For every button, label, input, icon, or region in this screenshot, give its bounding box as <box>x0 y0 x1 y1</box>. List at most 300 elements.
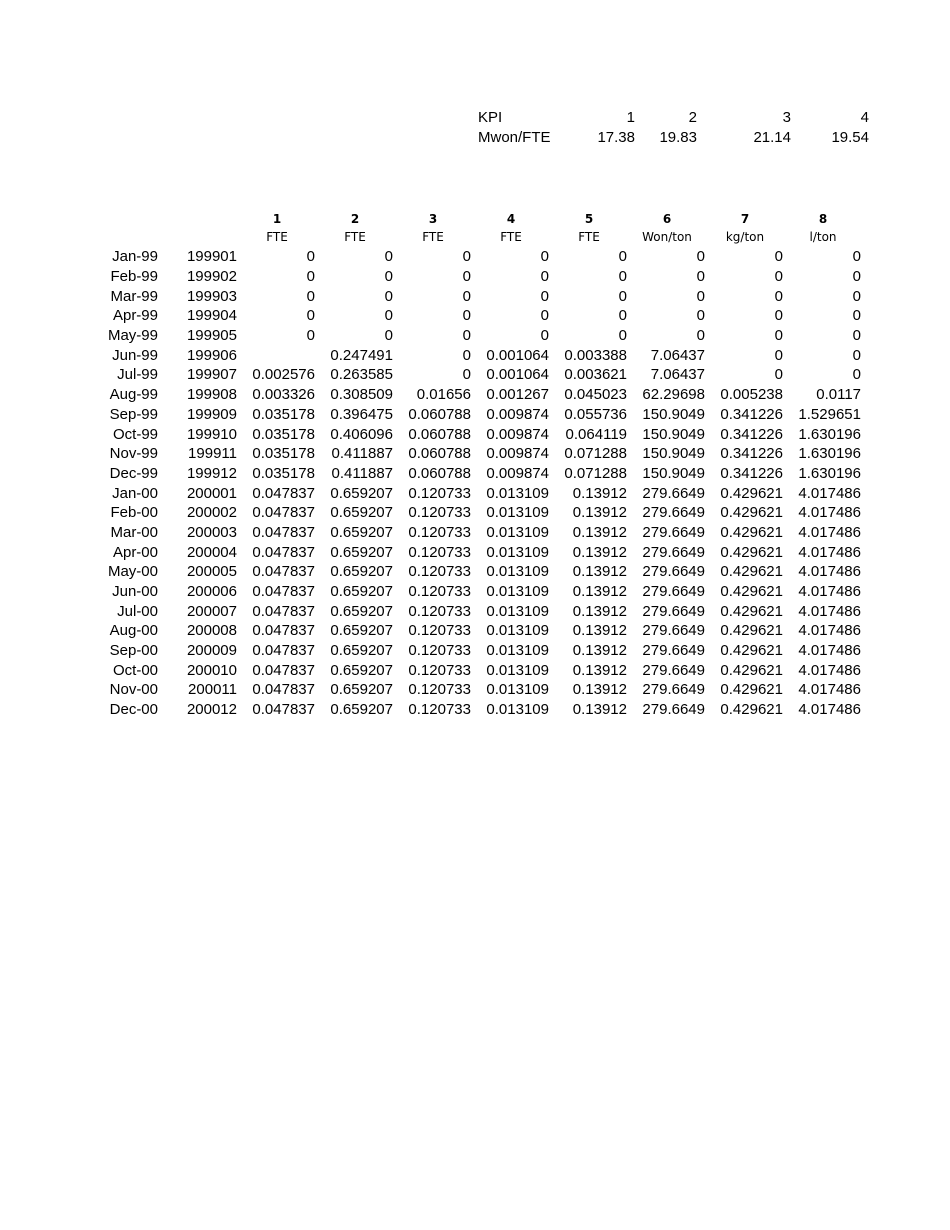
value-cell: 4.017486 <box>798 642 861 660</box>
month-cell: Sep-00 <box>109 642 158 660</box>
value-cell: 0.055736 <box>564 405 627 423</box>
month-cell: Apr-99 <box>112 307 158 325</box>
value-cell: 0.003326 <box>252 386 315 404</box>
value-cell: 0.013109 <box>486 583 549 601</box>
value-cell: 0.308509 <box>330 386 393 404</box>
month-cell: Dec-00 <box>109 701 158 719</box>
value-cell: 0 <box>306 327 315 345</box>
value-cell: 0.13912 <box>572 681 627 699</box>
value-cell: 0 <box>462 366 471 384</box>
table-row <box>95 621 863 641</box>
value-cell: 0.009874 <box>486 425 549 443</box>
value-cell: 0 <box>306 268 315 286</box>
period-cell: 200008 <box>186 622 237 640</box>
value-cell: 0.120733 <box>408 661 471 679</box>
value-cell: 1.630196 <box>798 464 861 482</box>
value-cell: 0.120733 <box>408 681 471 699</box>
month-cell: Mar-00 <box>110 523 158 541</box>
header-spacer <box>160 207 239 228</box>
period-cell: 199911 <box>188 445 237 463</box>
table-row <box>95 286 863 306</box>
table-row <box>95 345 863 365</box>
value-cell: 0 <box>774 287 783 305</box>
value-cell: 0 <box>462 287 471 305</box>
value-cell: 4.017486 <box>798 701 861 719</box>
table-row <box>95 503 863 523</box>
value-cell: 0.659207 <box>330 504 393 522</box>
month-cell: Sep-99 <box>109 405 158 423</box>
value-cell: 0.659207 <box>330 523 393 541</box>
value-cell: 0.13912 <box>572 622 627 640</box>
month-cell: Dec-99 <box>109 464 158 482</box>
value-cell: 0.047837 <box>252 681 315 699</box>
value-cell: 0.009874 <box>486 445 549 463</box>
value-cell: 0.001064 <box>486 346 549 364</box>
value-cell: 0.13912 <box>572 602 627 620</box>
value-cell: 279.6649 <box>642 523 705 541</box>
value-cell: 0.659207 <box>330 661 393 679</box>
value-cell: 0.429621 <box>720 681 783 699</box>
period-cell: 200006 <box>186 583 237 601</box>
month-cell: May-99 <box>107 327 158 345</box>
kpi-number: 3 <box>782 109 791 126</box>
value-cell: 0 <box>696 268 705 286</box>
kpi-metric-label: Mwon/FTE <box>478 129 551 146</box>
value-cell: 0 <box>462 327 471 345</box>
value-cell: 0.013109 <box>486 563 549 581</box>
value-cell: 0 <box>852 346 861 364</box>
period-cell: 200001 <box>186 484 237 502</box>
value-cell: 0 <box>462 346 471 364</box>
table-row <box>95 385 863 405</box>
value-cell: 0.064119 <box>565 425 627 443</box>
month-cell: Nov-99 <box>109 445 158 463</box>
value-cell: 0.013109 <box>486 681 549 699</box>
kpi-number: 2 <box>688 109 697 126</box>
value-cell: 0 <box>774 346 783 364</box>
value-cell: 0.659207 <box>330 642 393 660</box>
period-cell: 199912 <box>186 464 237 482</box>
value-cell: 0.659207 <box>330 701 393 719</box>
value-cell: 279.6649 <box>642 504 705 522</box>
value-cell: 0.001267 <box>486 386 549 404</box>
period-cell: 200003 <box>186 523 237 541</box>
month-cell: Jan-00 <box>112 484 158 502</box>
value-cell: 279.6649 <box>642 602 705 620</box>
value-cell: 0.013109 <box>486 484 549 502</box>
value-cell: 0.047837 <box>252 484 315 502</box>
value-cell: 1.630196 <box>798 445 861 463</box>
period-cell: 199908 <box>186 386 237 404</box>
value-cell: 0 <box>306 287 315 305</box>
value-cell: 0.047837 <box>252 602 315 620</box>
table-row <box>95 365 863 385</box>
value-cell: 0.035178 <box>252 405 315 423</box>
value-cell: 150.9049 <box>642 425 705 443</box>
value-cell: 0.047837 <box>252 543 315 561</box>
value-cell: 279.6649 <box>642 622 705 640</box>
value-cell: 0.013109 <box>486 642 549 660</box>
value-cell: 0.013109 <box>486 602 549 620</box>
value-cell: 0 <box>384 268 393 286</box>
value-cell: 0.411887 <box>331 464 393 482</box>
kpi-number-row <box>470 108 869 128</box>
value-cell: 279.6649 <box>642 583 705 601</box>
value-cell: 0.120733 <box>408 602 471 620</box>
value-cell: 0 <box>540 248 549 266</box>
value-cell: 0 <box>852 287 861 305</box>
value-cell: 0.659207 <box>330 543 393 561</box>
column-number: 4 <box>506 212 516 226</box>
period-cell: 199902 <box>186 268 237 286</box>
value-cell: 0.429621 <box>720 602 783 620</box>
column-number: 5 <box>584 212 594 226</box>
value-cell: 0.429621 <box>720 583 783 601</box>
value-cell: 0.120733 <box>408 642 471 660</box>
value-cell: 0 <box>306 307 315 325</box>
value-cell: 0.263585 <box>330 366 393 384</box>
value-cell: 0 <box>852 307 861 325</box>
value-cell: 0 <box>384 287 393 305</box>
value-cell: 0.13912 <box>572 543 627 561</box>
column-unit: FTE <box>422 230 444 244</box>
period-cell: 200009 <box>186 642 237 660</box>
value-cell: 0.659207 <box>330 681 393 699</box>
column-number: 7 <box>740 212 750 226</box>
table-row <box>95 700 863 720</box>
column-number: 6 <box>662 212 672 226</box>
value-cell: 0 <box>618 287 627 305</box>
period-cell: 199904 <box>186 307 237 325</box>
kpi-value: 17.38 <box>597 129 635 146</box>
value-cell: 0 <box>774 248 783 266</box>
value-cell: 0.013109 <box>486 701 549 719</box>
month-cell: Apr-00 <box>112 543 158 561</box>
kpi-value: 19.83 <box>659 129 697 146</box>
value-cell: 0.659207 <box>330 563 393 581</box>
table-row <box>95 444 863 464</box>
value-cell: 4.017486 <box>798 602 861 620</box>
value-cell: 279.6649 <box>642 563 705 581</box>
value-cell: 62.29698 <box>642 386 705 404</box>
table-row <box>95 562 863 582</box>
table-row <box>95 483 863 503</box>
value-cell: 4.017486 <box>798 583 861 601</box>
monthly-data-table <box>95 207 863 720</box>
value-cell: 0 <box>618 307 627 325</box>
value-cell: 279.6649 <box>642 701 705 719</box>
table-row <box>95 405 863 425</box>
month-cell: May-00 <box>107 563 158 581</box>
value-cell: 0.047837 <box>252 583 315 601</box>
value-cell: 0.429621 <box>720 563 783 581</box>
value-cell: 0.060788 <box>408 405 471 423</box>
kpi-value-row <box>470 128 869 148</box>
column-number: 1 <box>272 212 282 226</box>
value-cell: 0.047837 <box>252 523 315 541</box>
period-cell: 200010 <box>186 661 237 679</box>
value-cell: 0.003388 <box>564 346 627 364</box>
value-cell: 0 <box>852 327 861 345</box>
period-cell: 199901 <box>186 248 237 266</box>
value-cell: 0.009874 <box>486 405 549 423</box>
period-cell: 199903 <box>186 287 237 305</box>
table-row <box>95 267 863 287</box>
column-unit: FTE <box>266 230 288 244</box>
period-cell: 199906 <box>186 346 237 364</box>
value-cell: 0 <box>540 268 549 286</box>
value-cell: 4.017486 <box>798 543 861 561</box>
value-cell: 279.6649 <box>642 661 705 679</box>
value-cell: 0.429621 <box>720 661 783 679</box>
table-row <box>95 680 863 700</box>
value-cell: 0.13912 <box>572 563 627 581</box>
month-cell: Jul-00 <box>117 602 158 620</box>
value-cell <box>239 345 317 365</box>
value-cell: 0 <box>618 248 627 266</box>
value-cell: 4.017486 <box>798 523 861 541</box>
unit-spacer <box>95 228 160 247</box>
value-cell: 0.071288 <box>564 464 627 482</box>
value-cell: 0.13912 <box>572 523 627 541</box>
column-unit: FTE <box>500 230 522 244</box>
value-cell: 1.630196 <box>798 425 861 443</box>
month-cell: Jun-99 <box>112 346 158 364</box>
period-cell: 199910 <box>186 425 237 443</box>
value-cell: 279.6649 <box>642 681 705 699</box>
table-row <box>95 424 863 444</box>
value-cell: 4.017486 <box>798 504 861 522</box>
value-cell: 150.9049 <box>642 464 705 482</box>
value-cell: 0 <box>462 248 471 266</box>
table-row <box>95 247 863 267</box>
table-row <box>95 582 863 602</box>
unit-spacer <box>160 228 239 247</box>
value-cell: 0 <box>306 248 315 266</box>
value-cell: 279.6649 <box>642 484 705 502</box>
kpi-value: 21.14 <box>753 129 791 146</box>
value-cell: 0.341226 <box>720 405 783 423</box>
value-cell: 0.045023 <box>564 386 627 404</box>
value-cell: 150.9049 <box>642 445 705 463</box>
period-cell: 200004 <box>186 543 237 561</box>
period-cell: 200011 <box>188 681 237 699</box>
column-unit-row <box>95 228 863 247</box>
value-cell: 0.659207 <box>330 583 393 601</box>
value-cell: 0.13912 <box>572 661 627 679</box>
value-cell: 0.013109 <box>486 622 549 640</box>
value-cell: 0.120733 <box>408 563 471 581</box>
month-cell: Mar-99 <box>110 287 158 305</box>
value-cell: 4.017486 <box>798 661 861 679</box>
value-cell: 0.120733 <box>408 504 471 522</box>
value-cell: 0.429621 <box>720 543 783 561</box>
value-cell: 0.001064 <box>486 366 549 384</box>
period-cell: 200005 <box>186 563 237 581</box>
table-row <box>95 601 863 621</box>
value-cell: 0.035178 <box>252 464 315 482</box>
month-cell: Oct-00 <box>112 661 158 679</box>
value-cell: 0.047837 <box>252 563 315 581</box>
value-cell: 0 <box>774 366 783 384</box>
value-cell: 0.047837 <box>252 642 315 660</box>
value-cell: 0 <box>852 366 861 384</box>
value-cell: 0.341226 <box>720 425 783 443</box>
column-unit: FTE <box>578 230 600 244</box>
month-cell: Oct-99 <box>112 425 158 443</box>
value-cell: 0 <box>696 307 705 325</box>
value-cell: 0 <box>852 248 861 266</box>
value-cell: 0.429621 <box>720 484 783 502</box>
month-cell: Aug-99 <box>109 386 158 404</box>
value-cell: 0 <box>462 307 471 325</box>
value-cell: 0.120733 <box>408 543 471 561</box>
kpi-number: 1 <box>626 109 635 126</box>
month-cell: Aug-00 <box>109 622 158 640</box>
value-cell: 0.120733 <box>408 583 471 601</box>
period-cell: 199905 <box>186 327 237 345</box>
value-cell: 0.013109 <box>486 661 549 679</box>
value-cell: 0.047837 <box>252 504 315 522</box>
value-cell: 0.429621 <box>720 523 783 541</box>
value-cell: 0.013109 <box>486 543 549 561</box>
value-cell: 0.047837 <box>252 661 315 679</box>
value-cell: 0 <box>774 268 783 286</box>
value-cell: 0.341226 <box>720 464 783 482</box>
table-row <box>95 326 863 346</box>
value-cell: 0.659207 <box>330 602 393 620</box>
value-cell: 0.060788 <box>408 445 471 463</box>
month-cell: Jun-00 <box>112 583 158 601</box>
month-cell: Jan-99 <box>112 248 158 266</box>
table-row <box>95 641 863 661</box>
column-number: 8 <box>818 212 828 226</box>
value-cell: 0.047837 <box>252 622 315 640</box>
column-number: 3 <box>428 212 438 226</box>
value-cell: 0.13912 <box>572 701 627 719</box>
value-cell: 0.120733 <box>408 523 471 541</box>
value-cell: 4.017486 <box>798 622 861 640</box>
value-cell: 279.6649 <box>642 543 705 561</box>
value-cell: 4.017486 <box>798 484 861 502</box>
value-cell: 279.6649 <box>642 642 705 660</box>
value-cell: 0.01656 <box>416 386 471 404</box>
value-cell: 0.071288 <box>564 445 627 463</box>
value-cell: 0 <box>462 268 471 286</box>
value-cell: 0.659207 <box>330 622 393 640</box>
value-cell: 0 <box>540 307 549 325</box>
table-row <box>95 660 863 680</box>
value-cell: 0.659207 <box>330 484 393 502</box>
value-cell: 7.06437 <box>650 366 705 384</box>
value-cell: 0.13912 <box>572 583 627 601</box>
value-cell: 0.406096 <box>330 425 393 443</box>
column-unit: kg/ton <box>725 230 765 244</box>
value-cell: 0.411887 <box>331 445 393 463</box>
value-cell: 0 <box>384 307 393 325</box>
value-cell: 0 <box>384 248 393 266</box>
value-cell: 0.013109 <box>486 504 549 522</box>
value-cell: 0.003621 <box>564 366 627 384</box>
period-cell: 200007 <box>186 602 237 620</box>
table-row <box>95 464 863 484</box>
table-row <box>95 523 863 543</box>
kpi-summary-table <box>470 108 869 148</box>
value-cell: 0.396475 <box>330 405 393 423</box>
value-cell: 0 <box>618 327 627 345</box>
value-cell: 0.120733 <box>408 701 471 719</box>
value-cell: 0.120733 <box>408 484 471 502</box>
value-cell: 0 <box>774 307 783 325</box>
value-cell: 0.060788 <box>408 425 471 443</box>
value-cell: 0 <box>540 327 549 345</box>
header-spacer <box>95 207 160 228</box>
column-number: 2 <box>350 212 360 226</box>
value-cell: 0.013109 <box>486 523 549 541</box>
value-cell: 0.002576 <box>252 366 315 384</box>
value-cell: 0.005238 <box>720 386 783 404</box>
value-cell: 0.047837 <box>252 701 315 719</box>
value-cell: 0.429621 <box>720 504 783 522</box>
column-number-row <box>95 207 863 228</box>
period-cell: 200002 <box>186 504 237 522</box>
value-cell: 0.035178 <box>252 445 315 463</box>
value-cell: 4.017486 <box>798 681 861 699</box>
month-cell: Nov-00 <box>109 681 158 699</box>
kpi-value: 19.54 <box>831 129 869 146</box>
value-cell: 1.529651 <box>798 405 861 423</box>
kpi-label: KPI <box>478 109 503 126</box>
value-cell: 0.429621 <box>720 642 783 660</box>
value-cell: 0.009874 <box>486 464 549 482</box>
table-row <box>95 306 863 326</box>
month-cell: Feb-00 <box>110 504 158 522</box>
value-cell: 0 <box>618 268 627 286</box>
column-unit: FTE <box>344 230 366 244</box>
value-cell: 0.13912 <box>572 504 627 522</box>
value-cell: 150.9049 <box>642 405 705 423</box>
monthly-data-body <box>95 207 863 720</box>
period-cell: 199909 <box>186 405 237 423</box>
month-cell: Feb-99 <box>110 268 158 286</box>
value-cell: 0 <box>540 287 549 305</box>
value-cell: 0.13912 <box>572 642 627 660</box>
value-cell: 0.429621 <box>720 701 783 719</box>
value-cell: 0 <box>696 287 705 305</box>
value-cell: 0.429621 <box>720 622 783 640</box>
value-cell: 4.017486 <box>798 563 861 581</box>
column-unit: Won/ton <box>642 230 692 244</box>
value-cell: 0 <box>384 327 393 345</box>
value-cell: 0 <box>696 248 705 266</box>
period-cell: 200012 <box>186 701 237 719</box>
value-cell: 0.120733 <box>408 622 471 640</box>
value-cell: 0.341226 <box>720 445 783 463</box>
month-cell: Jul-99 <box>117 366 158 384</box>
value-cell: 0.247491 <box>330 346 393 364</box>
period-cell: 199907 <box>186 366 237 384</box>
value-cell: 0 <box>696 327 705 345</box>
kpi-number: 4 <box>860 109 869 126</box>
value-cell: 0.060788 <box>408 464 471 482</box>
value-cell: 0.035178 <box>252 425 315 443</box>
column-unit: l/ton <box>809 230 837 244</box>
value-cell: 7.06437 <box>650 346 705 364</box>
table-row <box>95 542 863 562</box>
value-cell: 0 <box>852 268 861 286</box>
value-cell: 0.13912 <box>572 484 627 502</box>
value-cell: 0 <box>774 327 783 345</box>
